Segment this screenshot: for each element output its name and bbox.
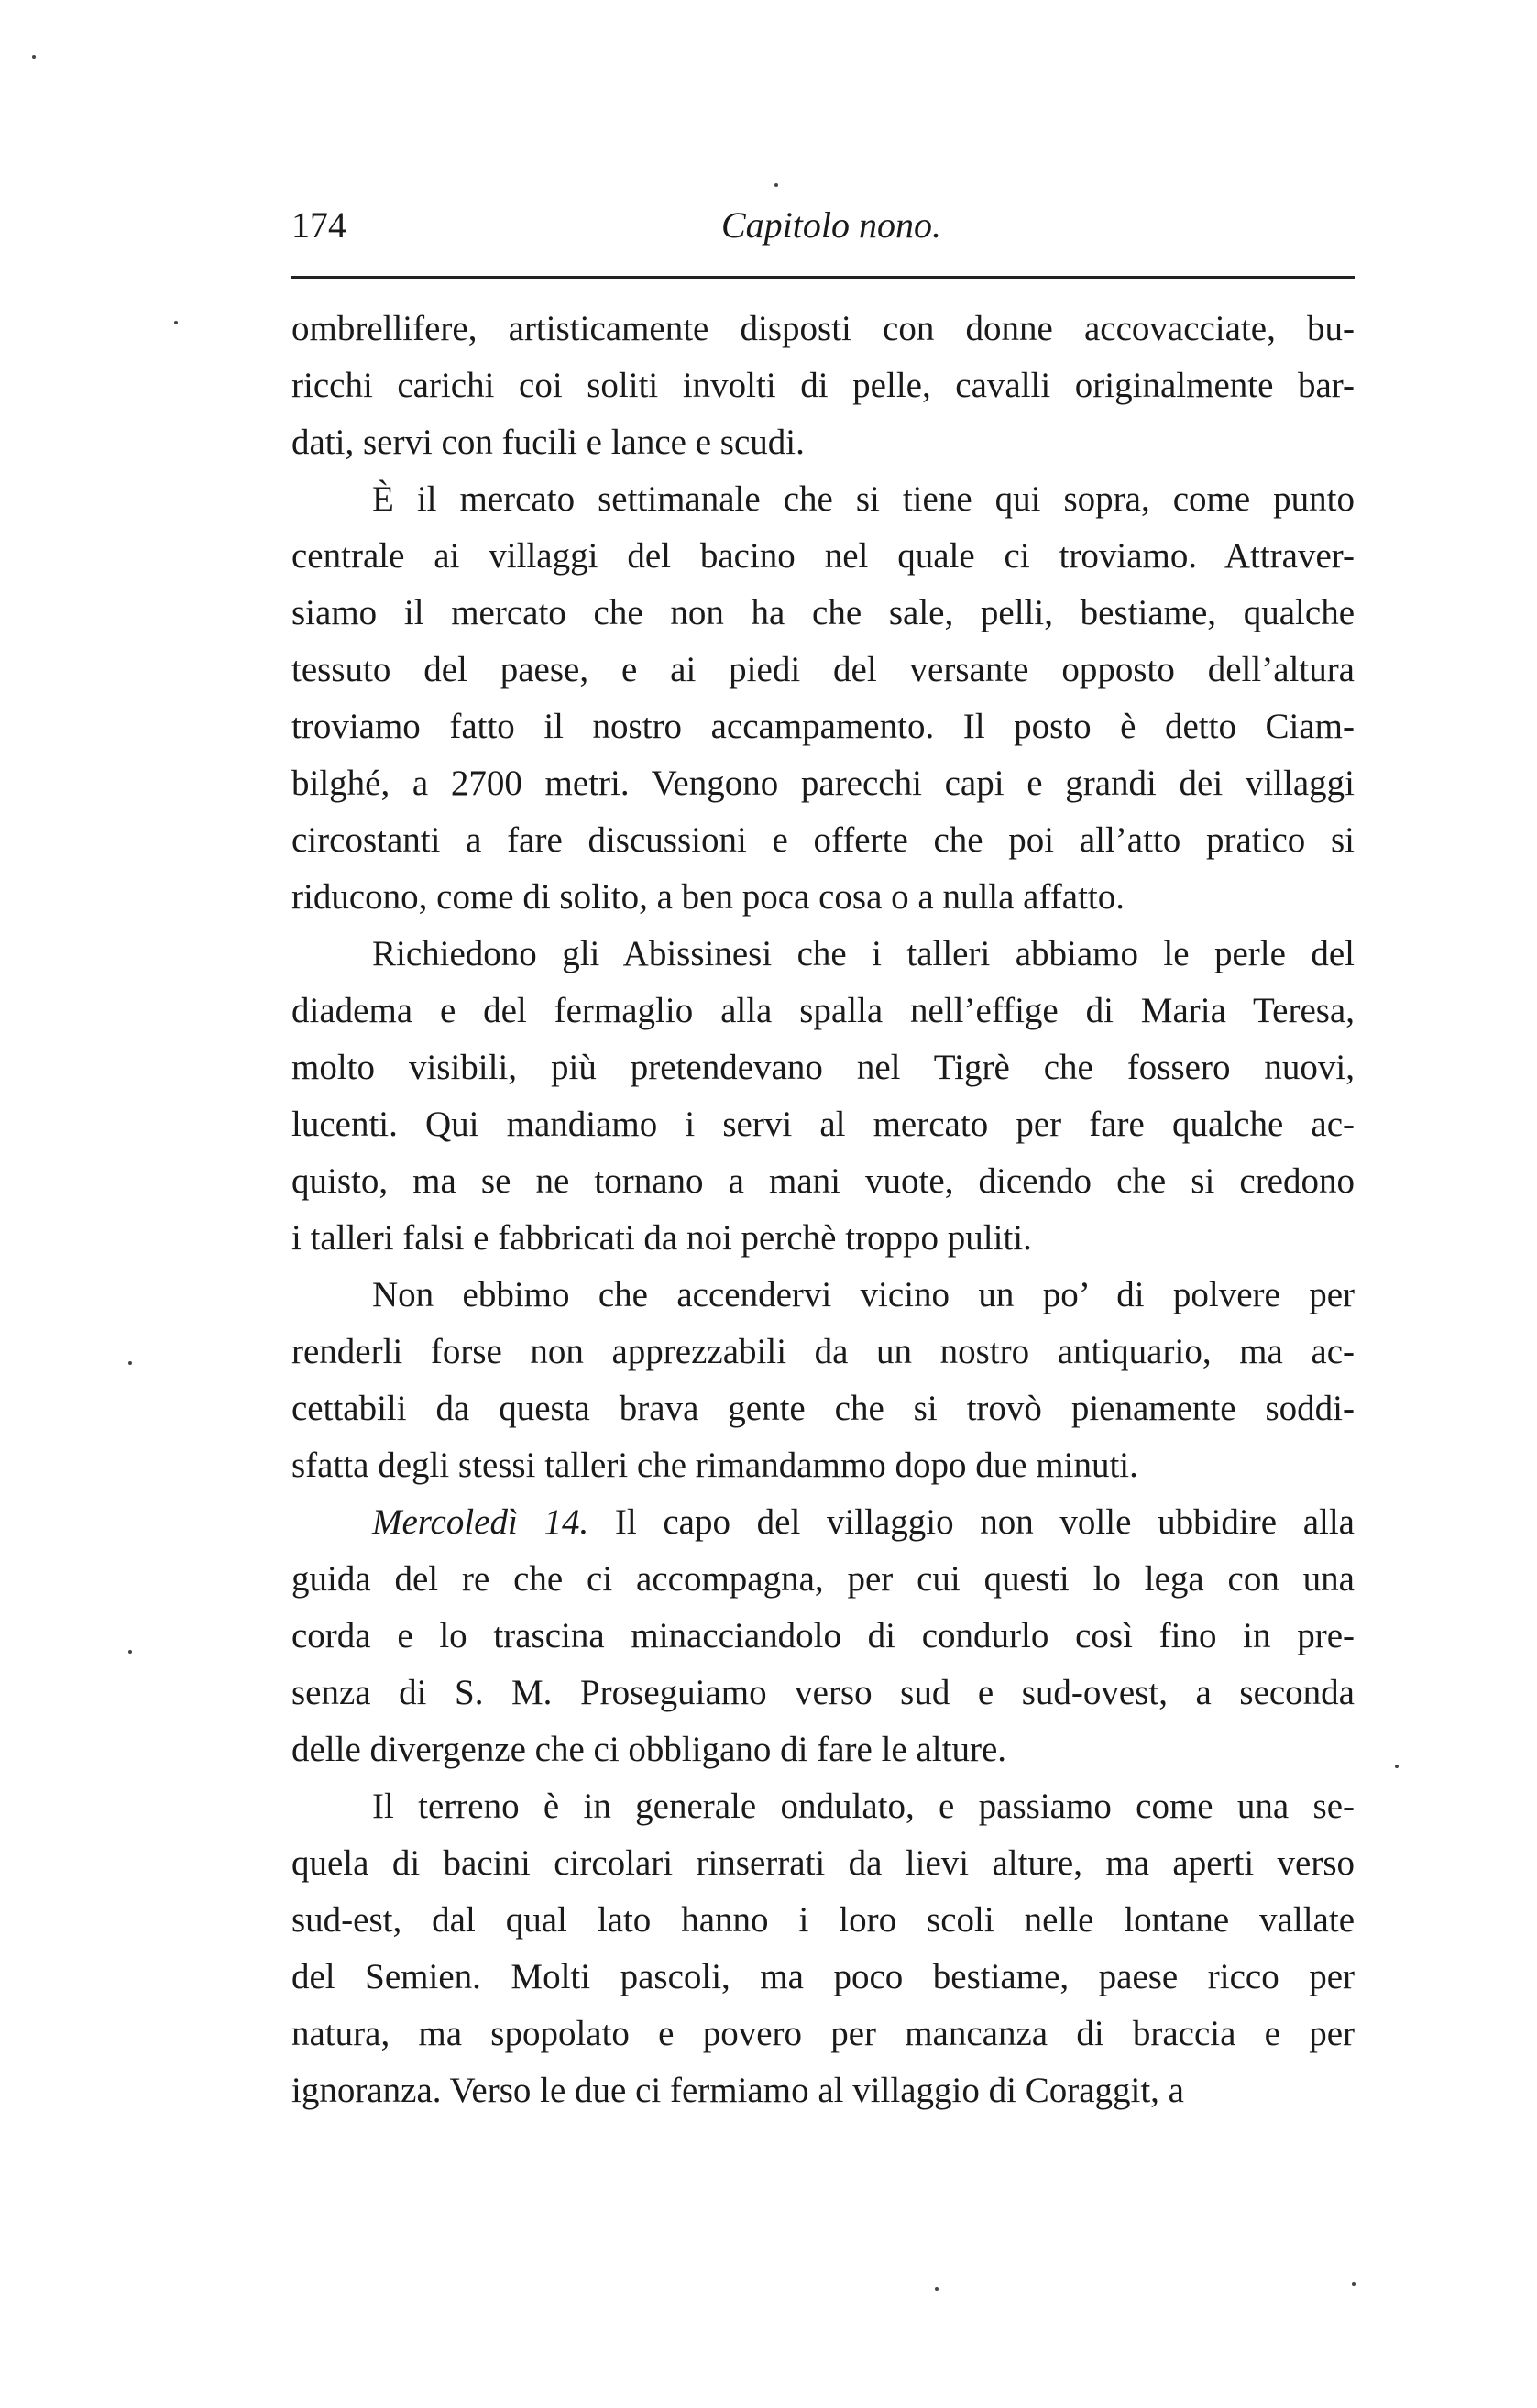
text-line bbox=[291, 1494, 1355, 1551]
paragraph bbox=[291, 1778, 1355, 2119]
text-line: Richiedono gli Abissinesi che i talleri abbiamo le perle del bbox=[372, 934, 1355, 973]
paragraph bbox=[291, 1494, 1355, 1778]
paragraph bbox=[291, 471, 1355, 926]
running-title: Capitolo nono. bbox=[720, 204, 942, 246]
text-line: guida del re che ci accompagna, per cui questi lo lega con una bbox=[291, 1559, 1355, 1599]
text-line: circostanti a fare discussioni e offerte che poi all’atto pratico si bbox=[291, 820, 1355, 860]
text-line: troviamo fatto il nostro accampamento. Il posto è detto Ciam- bbox=[291, 707, 1355, 746]
text-line: Non ebbimo che accendervi vicino un po’ di polvere per bbox=[372, 1275, 1355, 1314]
text-line: renderli forse non apprezzabili da un nostro antiquario, ma ac- bbox=[291, 1332, 1355, 1371]
text-line: bilghé, a 2700 metri. Vengono parecchi capi e grandi dei villaggi bbox=[291, 764, 1355, 803]
text-line: Il terreno è in generale ondulato, e passiamo come una se- bbox=[372, 1787, 1355, 1826]
scan-speck bbox=[774, 183, 778, 187]
paragraph bbox=[291, 926, 1355, 1267]
text-line: cettabili da questa brava gente che si trovò pienamente soddi- bbox=[291, 1389, 1355, 1428]
scan-speck bbox=[935, 2287, 939, 2291]
text-line: lucenti. Qui mandiamo i servi al mercato per fare qualche ac- bbox=[291, 1105, 1355, 1144]
scan-speck bbox=[1352, 2282, 1356, 2286]
text-line: diadema e del fermaglio alla spalla nell’effige di Maria Teresa, bbox=[291, 991, 1355, 1030]
text-line: molto visibili, più pretendevano nel Tigrè che fossero nuovi, bbox=[291, 1048, 1355, 1087]
text-line: riducono, come di solito, a ben poca cosa o a nulla affatto. bbox=[291, 877, 1125, 917]
text-line: tessuto del paese, e ai piedi del versante opposto dell’altura bbox=[291, 650, 1355, 689]
text-line: natura, ma spopolato e povero per mancanza di braccia e per bbox=[291, 2014, 1355, 2053]
text-line: del Semien. Molti pascoli, ma poco bestiame, paese ricco per bbox=[291, 1957, 1355, 1996]
text-line: i talleri falsi e fabbricati da noi perchè troppo puliti. bbox=[291, 1218, 1032, 1258]
text-line: senza di S. M. Proseguiamo verso sud e sud-ovest, a seconda bbox=[291, 1673, 1355, 1712]
text-line: sud-est, dal qual lato hanno i loro scoli nelle lontane vallate bbox=[291, 1900, 1355, 1940]
text-line: delle divergenze che ci obbligano di fare le alture. bbox=[291, 1730, 1006, 1769]
scan-speck bbox=[128, 1361, 132, 1365]
text-line: quisto, ma se ne tornano a mani vuote, dicendo che si credono bbox=[291, 1161, 1355, 1201]
text-line: corda e lo trascina minacciandolo di condurlo così fino in pre- bbox=[291, 1616, 1355, 1655]
paragraph bbox=[291, 1267, 1355, 1494]
text-line: ignoranza. Verso le due ci fermiamo al villaggio di Coraggit, a bbox=[291, 2071, 1184, 2110]
text-line-content: Il capo del villaggio non volle ubbidire alla bbox=[588, 1502, 1355, 1542]
scan-speck bbox=[174, 321, 178, 324]
text-line: ricchi carichi coi soliti involti di pelle, cavalli originalmente bar- bbox=[291, 366, 1355, 405]
text-line: siamo il mercato che non ha che sale, pelli, bestiame, qualche bbox=[291, 593, 1355, 632]
text-line: centrale ai villaggi del bacino nel quale ci troviamo. Attraver- bbox=[291, 536, 1355, 576]
body-text bbox=[291, 301, 1355, 2119]
text-line: quela di bacini circolari rinserrati da lievi alture, ma aperti verso bbox=[291, 1843, 1355, 1883]
text-line: dati, servi con fucili e lance e scudi. bbox=[291, 423, 805, 462]
date-lead: Mercoledì 14. bbox=[372, 1502, 589, 1542]
scan-speck bbox=[1395, 1765, 1399, 1768]
text-line: sfatta degli stessi talleri che rimandammo dopo due minuti. bbox=[291, 1446, 1138, 1485]
page-number: 174 bbox=[291, 204, 346, 246]
scan-speck bbox=[128, 1650, 132, 1654]
paragraph bbox=[291, 301, 1355, 471]
scan-speck bbox=[32, 55, 36, 59]
text-line: ombrellifere, artisticamente disposti con donne accovacciate, bu- bbox=[291, 309, 1355, 348]
header-rule bbox=[291, 276, 1355, 279]
text-line: È il mercato settimanale che si tiene qui sopra, come punto bbox=[372, 479, 1355, 519]
